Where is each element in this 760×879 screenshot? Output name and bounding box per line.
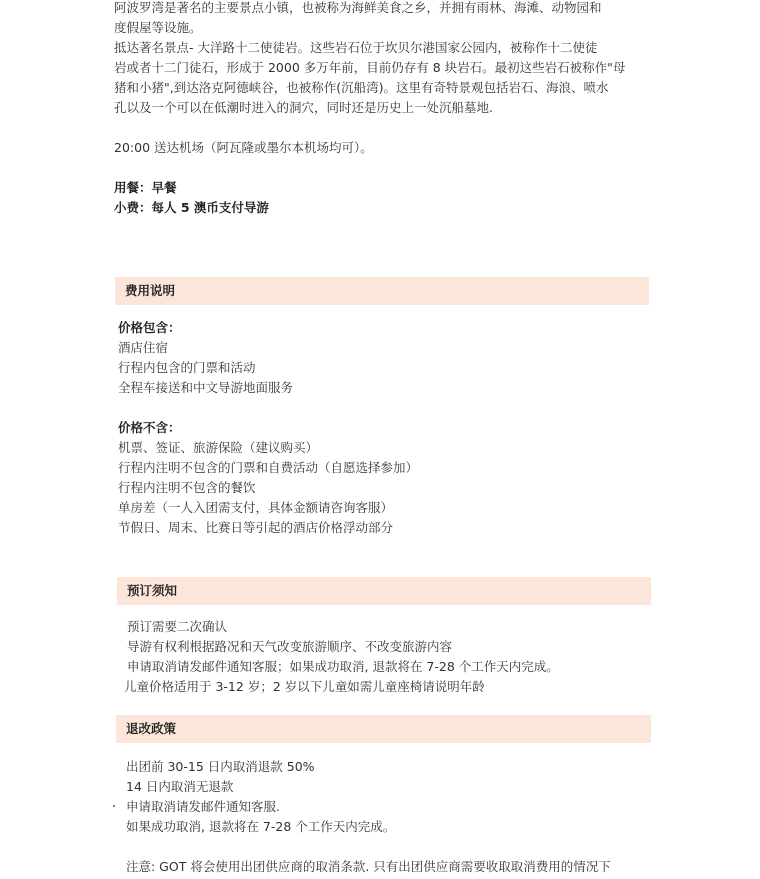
fees-title: 费用说明 <box>125 283 176 298</box>
booking-section <box>124 617 559 697</box>
booking-item: 儿童价格适用于 3-12 岁；2 岁以下儿童如需儿童座椅请说明年龄 <box>124 679 485 694</box>
tip-line: 小费：每人 5 澳币支付导游 <box>114 200 269 215</box>
excluded-item: 机票、签证、旅游保险（建议购买） <box>118 440 319 455</box>
fees-section <box>118 318 418 538</box>
paragraph-line: 阿波罗湾是著名的主要景点小镇，也被称为海鲜美食之乡，并拥有雨林、海滩、动物园和 <box>114 0 602 15</box>
paragraph-line: 抵达著名景点- 大洋路十二使徒岩。这些岩石位于坎贝尔港国家公园内，被称作十二使徒 <box>114 40 598 55</box>
refund-section-header <box>116 715 651 743</box>
refund-item: 出团前 30-15 日内取消退款 50% <box>126 759 315 774</box>
refund-item: 14 日内取消无退款 <box>126 779 234 794</box>
paragraph-line: 孔以及一个可以在低潮时进入的洞穴，同时还是历史上一处沉船墓地. <box>114 100 493 115</box>
excluded-item: 行程内注明不包含的餐饮 <box>118 480 256 495</box>
airport-transfer-line: 20:00 送达机场（阿瓦隆或墨尔本机场均可）。 <box>114 140 373 155</box>
booking-title: 预订须知 <box>127 583 178 598</box>
booking-item: 申请取消请发邮件通知客服；如果成功取消, 退款将在 7-28 个工作天内完成。 <box>127 659 559 674</box>
refund-section <box>126 757 611 877</box>
meals-line: 用餐：早餐 <box>114 180 177 195</box>
itinerary-paragraph <box>114 0 625 118</box>
fees-section-header <box>115 277 649 305</box>
excluded-item: 行程内注明不包含的门票和自费活动（自愿选择参加） <box>118 460 419 475</box>
included-item: 行程内包含的门票和活动 <box>118 360 256 375</box>
excluded-item: 节假日、周末、比赛日等引起的酒店价格浮动部分 <box>118 520 394 535</box>
included-item: 全程车接送和中文导游地面服务 <box>118 380 294 395</box>
refund-item: 如果成功取消, 退款将在 7-28 个工作天内完成。 <box>126 819 396 834</box>
paragraph-line: 岩或者十二门徒石，形成于 2000 多万年前，目前仍存有 8 块岩石。最初这些岩石被称作"母 <box>114 60 626 75</box>
included-heading: 价格包含： <box>118 320 181 335</box>
booking-item: 预订需要二次确认 <box>127 619 228 634</box>
refund-item: 申请取消请发邮件通知客服. <box>126 799 280 814</box>
excluded-heading: 价格不含： <box>118 420 181 435</box>
booking-section-header <box>117 577 651 605</box>
refund-title: 退改政策 <box>126 721 177 736</box>
excluded-item: 单房差（一人入团需支付，具体金额请咨询客服） <box>118 500 394 515</box>
bullet-dot <box>113 805 115 807</box>
paragraph-line: 度假屋等设施。 <box>114 20 202 35</box>
booking-item: 导游有权利根据路况和天气改变旅游顺序、不改变旅游内容 <box>127 639 453 654</box>
refund-note: 注意: GOT 将会使用出团供应商的取消条款. 只有出团供应商需要收取取消费用的情况下 <box>126 859 611 874</box>
paragraph-line: 猪和小猪",到达洛克阿德峡谷，也被称作(沉船湾)。这里有奇特景观包括岩石、海浪、喷水 <box>114 80 609 95</box>
included-item: 酒店住宿 <box>118 340 169 355</box>
